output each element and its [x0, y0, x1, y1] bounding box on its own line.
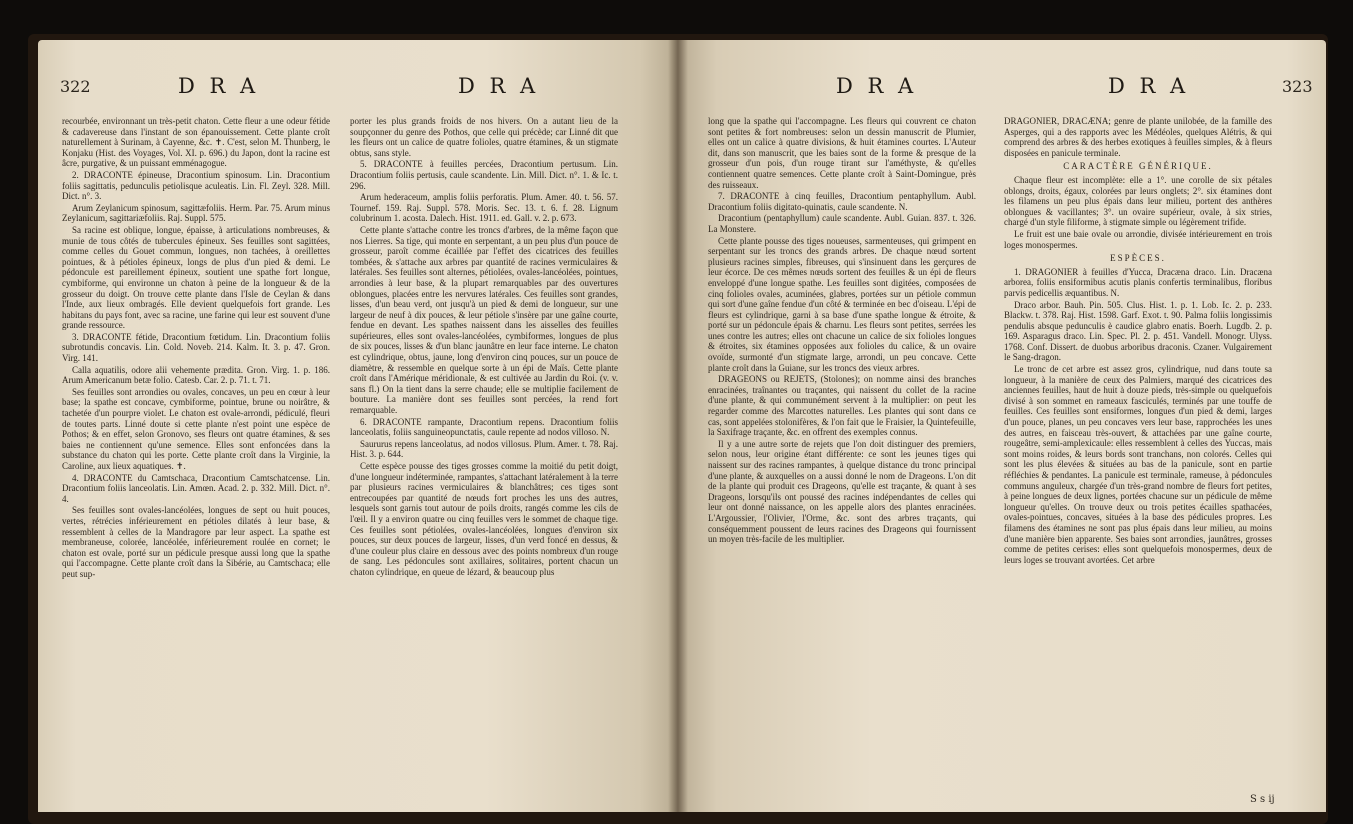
running-header: D R A [458, 74, 540, 98]
paragraph: DRAGEONS ou REJETS, (Stolones); on nomme ainsi des branches enracinées, traînantes ou traçantes, qui naissent du collet de la racine d'une plante, & qui communément servent à la multiplier: on peut les regarder comme des Marcottes naturelles. Les plantes qui sont dans ce cas, sont appelées stolonifères, & l'on fait que le Fraisier, la Quintefeuille, la Saxifrage traçante, &c. en offrent des exemples connus. [708, 374, 976, 438]
paragraph: 1. DRAGONIER à feuilles d'Yucca, Dracæna draco. Lin. Dracæna arborea, foliis ensiformibus acutis planis confertis terminalibus, floribus parvis pedicellis æquantibus. N. [1004, 266, 1272, 298]
paragraph: long que la spathe qui l'accompagne. Les fleurs qui couvrent ce chaton sont petites & fort nombreuses: selon un dessin manuscrit de Plumier, elles ont un calice à quatre divisions, & huit étamines courtes. L'Auteur dit, dans son manuscrit, que les baies sont de la forme & presque de la grosseur d'un pois, d'un rouge tirant sur l'améthyste, & qu'elles contiennent quatre semences. Cette plante croît à Saint-Domingue, près des ruisseaux. [708, 116, 976, 190]
paragraph: recourbée, environnant un très-petit chaton. Cette fleur a une odeur fétide & cadavereuse dans l'instant de son épanouissement. Cette plante croît naturellement à Surinam, à Cayenne, &c. ✝. C'est, selon M. Thunberg, le Konjaku (Hist. des Voyages, Vol. XI. p. 696.) du Japon, dont la racine est âcre, purgative, & un puissant emménagogue. [62, 116, 330, 169]
right-page [678, 40, 1326, 812]
paragraph: Le tronc de cet arbre est assez gros, cylindrique, nud dans toute sa longueur, à la manière de ceux des Palmiers, marqué des cicatrices des anciennes feuilles, haut de huit à douze pieds, très-simple ou quelquefois divisé à son sommet en rameaux fasciculés, terminés par une touffe de feuilles. Ces feuilles sont ensiformes, longues d'un pied & demi, larges d'un pouce, planes, un peu concaves vers leur base, rapprochées les unes des autres, en faisceau très-ouvert, & attachées par une gaîne courte, rougeâtre, semi-amplexicaule: elles ressemblent à celles des Yuccas, mais sont moins roides, & leurs bords sont tranchans, non colorés. Celles qui sont les plus élevées & situées au bas de la panicule, sont en partie réfléchies & pendantes. La panicule est terminale, rameuse, à pédoncules communs anguleux, chargée d'un très-grand nombre de fleurs fort petites, à peine longues de deux lignes, portées chacune sur un pédicule de même longueur qu'elles. On trouve deux ou trois petites écailles spathacées, ovales-pointues, concaves, situées à la base des pédicules propres. Les filamens des étamines ne sont pas plus épais dans leur milieu, au moins d'une manière bien apparente. Ses baies sont arrondies, jaunâtres, grosses comme de petites cerises: elles sont quelquefois monospermes, deux de leurs loges se trouvant avortées. Cet arbre [1004, 364, 1272, 565]
left-page [38, 40, 678, 812]
page-number: 323 [1282, 77, 1313, 96]
running-header: D R A [1108, 74, 1190, 98]
paragraph: porter les plus grands froids de nos hivers. On a autant lieu de la soupçonner du genre des Pothos, que celle qui précède; car Linné dit que les fleurs ont un calice de quatre folioles, quatre étamines, & un stigmate obtus, sans style. [350, 116, 618, 158]
paragraph: Le fruit est une baie ovale ou arrondie, divisée intérieurement en trois loges monospermes. [1004, 228, 1272, 250]
text-column-right [1004, 116, 1272, 806]
signature-mark: S s ij [1250, 794, 1275, 805]
text-column-left [708, 116, 976, 806]
book-gutter [668, 40, 688, 812]
paragraph: 6. DRACONTE rampante, Dracontium repens. Dracontium foliis lanceolatis, foliis sanguineopunctatis, caule repente ad nodos villoso. N. [350, 416, 618, 438]
paragraph: Arum Zeylanicum spinosum, sagittæfoliis. Herm. Par. 75. Arum minus Zeylanicum, sagittariæfoliis. Raj. Suppl. 575. [62, 202, 330, 224]
paragraph: Cette espèce pousse des tiges grosses comme la moitié du petit doigt, d'une longueur indéterminée, rampantes, s'attachant latéralement à la terre par plusieurs racines vermiculaires & blanchâtres; ces tiges sont entrecoupées par quantité de nœuds fort proches les uns des autres, lesquels sont garnis tout autour de poils droits, rangés comme les cils de l'œil. Il y a environ quatre ou cinq feuilles vers le sommet de chaque tige. Ces feuilles sont pétiolées, ovales-lancéolées, longues d'environ six pouces, sur deux pouces de largeur, lisses, d'un verd foncé en dessus, & d'une couleur plus claire en dessous avec des points nombreux d'un rouge de sang. Les pédoncules sont axillaires, solitaires, portent chacun un chaton cylindrique, en queue de lézard, & beaucoup plus [350, 461, 618, 577]
paragraph: 3. DRACONTE fétide, Dracontium fœtidum. Lin. Dracontium foliis subrotundis concavis. Lin. Cold. Noveb. 214. Kalm. It. 3. p. 47. Gron. Virg. 141. [62, 331, 330, 364]
paragraph: Chaque fleur est incomplète: elle a 1°. une corolle de six pétales oblongs, droits, égaux, colorées par leurs onglets; 2°. six étamines dont les filamens un peu plus épais dans leur milieu, portent des anthères oblongues & vacillantes; 3°. un ovaire supérieur, ovale, à six stries, chargé d'un style filiforme, à stigmate simple ou légèrement trifide. [1004, 174, 1272, 228]
text-column-left [62, 116, 330, 806]
paragraph: Ses feuilles sont ovales-lancéolées, longues de sept ou huit pouces, vertes, rétrécies inférieurement en pétioles dilatés à leur base, & ressemblent à celles de la Mandragore par leur aspect. La spathe est membraneuse, colorée, lancéolée, inférieurement roulée en cornet; le chaton est ovale, porté sur un pédicule presque aussi long que la spathe qui l'accompagne. Cette plante croît dans la Sibérie, au Camtschaca; elle peut sup- [62, 505, 330, 579]
running-header: D R A [178, 74, 260, 98]
paragraph: Calla aquatilis, odore alii vehemente prædita. Gron. Virg. 1. p. 186. Arum Americanum betæ folio. Catesb. Car. 2. p. 71. t. 71. [62, 364, 330, 386]
paragraph: Cette plante s'attache contre les troncs d'arbres, de la même façon que nos Lierres. Sa tige, qui monte en serpentant, a un peu plus d'un pouce de grosseur, paroît comme écaillée par l'effet des cicatrices des feuilles tombées, & s'attache aux arbres par quantité de racines vermiculaires & latérales. Ses feuilles sont alternes, pétiolées, ovales-lancéolées, pointues, arrondies à leur base, & la plupart remarquables par des ouvertures oblongues, placées entre les nervures latérales. Ces feuilles sont grandes, lisses, d'un beau verd, ont jusqu'à un pied & demi de longueur, sur une largeur de neuf à dix pouces, & leur pétiole s'insère par une gaîne courte, fendue en devant. Les spathes naissent dans les aisselles des feuilles supérieures, elles sont ovales-lancéolées, cymbiformes, longues de plus de six pouces, lisses & d'un blanc jaunâtre en leur face interne. Le chaton est cylindrique, obtus, jaune, long d'environ cinq pouces, sur un pouce de diamètre, & ressemble en quelque sorte à un épi de Maïs. Cette plante croît dans l'Amérique méridionale, & est cultivée au Jardin du Roi. (v. v. sans fl.) On la tient dans la serre chaude; elle se multiplie facilement de bouture. La manière dont ses feuilles sont percées, la rend fort remarquable. [350, 224, 618, 416]
paragraph: 7. DRACONTE à cinq feuilles, Dracontium pentaphyllum. Aubl. Dracontium foliis digitato-quinatis, caule scandente. N. [708, 191, 976, 212]
paragraph: Saururus repens lanceolatus, ad nodos villosus. Plum. Amer. t. 78. Raj. Hist. 3. p. 644. [350, 438, 618, 460]
paragraph: Ses feuilles sont arrondies ou ovales, concaves, un peu en cœur à leur base; la spathe est concave, cymbiforme, pointue, brune ou noirâtre, & tachetée d'un pourpre violet. Le chaton est ovale-arrondi, pédiculé, fleuri de toutes parts. Linné doute si cette plante n'est point une espèce de Pothos; & en effet, selon Gronovo, ses fleurs ont quatre étamines, & ses baies ne contiennent qu'une semence. Elles sont enfoncées dans la substance du chaton qui les porte. Cette plante croît dans la Virginie, la Caroline, aux lieux aquatiques. ✝. [62, 386, 330, 471]
section-heading: ESPÈCES. [1110, 253, 1166, 264]
paragraph: Sa racine est oblique, longue, épaisse, à articulations nombreuses, & munie de tous côtés de tubercules épineux. Ses feuilles sont sagittées, comme celles du Gouet commun, longues, non tachées, à oreillettes pointues, & à pétioles épineux, longs de plus d'un pied & demi. Le pédoncule est pareillement épineux, soutient une spathe fort longue, cymbiforme, qui environne un chaton à peine de la longueur & de la grosseur du doigt. On trouve cette plante dans l'Isle de Ceylan & dans l'Inde, aux lieux ombragés. Elle devient quelquefois fort grande. Les habitans du pays font, avec sa racine, une farine qui leur est souvent d'une grande ressource. [62, 224, 330, 331]
paragraph: Cette plante pousse des tiges noueuses, sarmenteuses, qui grimpent en serpentant sur les troncs des grands arbres. De chaque nœud sortent plusieurs racines simples, fibreuses, qui s'insinuent dans les gerçures de leur écorce. De ces mêmes nœuds sortent des feuilles & un épi de fleurs enveloppé d'une longue spathe. Les feuilles sont digitées, composées de cinq folioles ovales, acuminées, glabres, portées sur un pétiole commun qui sort d'une gaîne fendue d'un côté & terminée en bec d'oiseau. L'épi de fleurs est cylindrique, garni à sa base d'une spathe longue & étroite, & porté sur un pédoncule épais & charnu. Les fleurs sont petites, serrées les unes contre les autres; elles ont chacune un calice de six folioles longues & étroites, six étamines opposées aux folioles du calice, & un ovaire ovoïde, surmonté d'un stigmate large, arrondi, un peu concave. Cette plante croît dans la Guiane, sur les troncs des vieux arbres. [708, 235, 976, 373]
paragraph: Il y a une autre sorte de rejets que l'on doit distinguer des premiers, selon nous, leur origine étant différente: ce sont les jeunes tiges qui naissent sur des racines rampantes, à quelque distance du tronc principal d'une plante, & auxquelles on a aussi donné le nom de Drageons. L'on dit de la plante qui produit ces Drageons, qu'elle est traçante, & quant à ses Drageons, lorsqu'ils ont poussé des racines indépendantes de celles qui leur ont donné naissance, on les appelle alors des plantes enracinées. L'Argoussier, l'Olivier, l'Orme, &c. sont des arbres traçants, qui conséquemment poussent de leurs racines des Drageons qui fournissent un moyen très-facile de les multiplier. [708, 438, 976, 545]
text-column-right [350, 116, 618, 806]
paragraph: Draco arbor. Bauh. Pin. 505. Clus. Hist. 1. p. 1. Lob. Ic. 2. p. 233. Blackw. t. 378. Raj. Hist. 1598. Garf. Exot. t. 90. Palma foliis longissimis pendulis absque pedunculis è caudice glabro enatis. Boerh. Lugdb. 2. p. 169. Asparagus draco. Lin. Spec. Pl. 2. p. 451. Vandell. Monogr. Ulyss. 1768. Conf. Dissert. de duobus arboribus draconis. Czaner. Vulgairement le Sang-dragon. [1004, 299, 1272, 363]
paragraph: Arum hederaceum, amplis foliis perforatis. Plum. Amer. 40. t. 56. 57. Tournef. 159. Raj. Suppl. 578. Moris. Sec. 13. t. 6. f. 28. Lignum colubrinum 1. acosta. Dalech. Hist. 1911. ed. Gall. v. 2. p. 673. [350, 192, 618, 224]
paragraph: Dracontium (pentaphyllum) caule scandente. Aubl. Guian. 837. t. 326. La Monstere. [708, 213, 976, 234]
paragraph: 5. DRACONTE à feuilles percées, Dracontium pertusum. Lin. Dracontium foliis pertusis, caule scandente. Lin. Mill. Dict. n°. 1. & Ic. t. 296. [350, 159, 618, 191]
running-header: D R A [836, 74, 918, 98]
section-heading: CARACTÈRE GÉNÉRIQUE. [1063, 161, 1213, 172]
page-number: 322 [60, 77, 91, 96]
paragraph: 2. DRACONTE épineuse, Dracontium spinosum. Lin. Dracontium foliis sagittatis, pedunculis petiolisque aculeatis. Lin. Fl. Zeyl. 328. Mill. Dict. n°. 3. [62, 169, 330, 202]
paragraph: 4. DRACONTE du Camtschaca, Dracontium Camtschatcense. Lin. Dracontium foliis lanceolatis. Lin. Amœn. Acad. 2. p. 332. Mill. Dict. n°. 4. [62, 472, 330, 504]
paragraph: DRAGONIER, DRACÆNA; genre de plante unilobée, de la famille des Asperges, qui a des rapports avec les Médéoles, quelques Alétris, & qui comprend des arbres & des herbes exotiques à feuilles simples, & à fleurs disposées en panicule terminale. [1004, 116, 1272, 158]
